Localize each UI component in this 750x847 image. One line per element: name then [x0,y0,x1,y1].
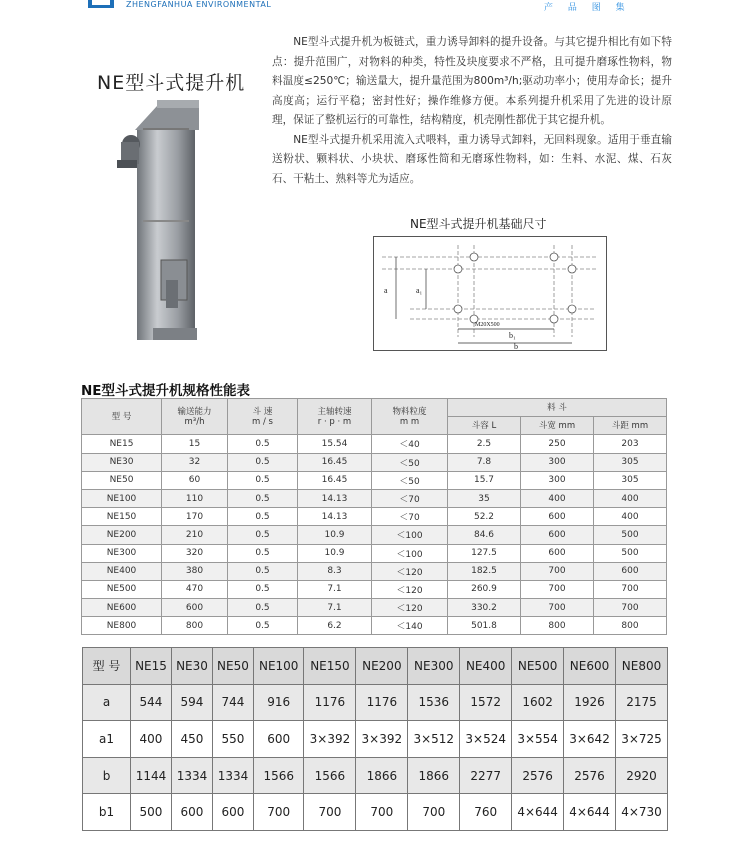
table-cell: 744 [212,684,253,721]
spec-table [81,398,667,635]
table-cell: 14.13 [298,489,372,507]
bolt-hole [470,253,478,261]
bolt-hole [550,315,558,323]
row-label: b [83,757,131,794]
table-cell: 0.5 [228,562,298,580]
col-bucket-pitch: 斗距 mm [594,417,667,435]
table-cell: 0.5 [228,489,298,507]
table-cell: 600 [212,794,253,831]
table-cell: 15 [162,435,228,453]
table-row [82,617,667,635]
table-cell: 501.8 [448,617,521,635]
col-bucket-width: 斗宽 mm [521,417,594,435]
table-cell: 1926 [564,684,616,721]
table-cell: 1566 [304,757,356,794]
logo-icon [88,0,114,8]
table-cell: 550 [212,721,253,758]
col-granularity: 物料粒度 m m [372,399,448,435]
table-cell: 0.5 [228,471,298,489]
table-cell: 700 [594,580,667,598]
table-row [82,489,667,507]
table-row [83,794,668,831]
table-cell: 330.2 [448,599,521,617]
table-row [82,526,667,544]
table-cell: 2.5 [448,435,521,453]
col-model: 型 号 [82,399,162,435]
table-cell: 300 [521,471,594,489]
table-cell: 0.5 [228,453,298,471]
table-cell: 600 [521,544,594,562]
table-cell: 60 [162,471,228,489]
table-row [83,757,668,794]
row-header: 型 号 [83,648,131,685]
table-row [82,562,667,580]
bolt-spec: M20X500 [475,322,500,328]
table-cell: 250 [521,435,594,453]
table-cell: 1334 [212,757,253,794]
table-row [82,471,667,489]
table-cell: 2576 [512,757,564,794]
table-cell: 1536 [408,684,460,721]
table-cell: 305 [594,471,667,489]
model-header: NE30 [171,648,212,685]
table-cell: 600 [171,794,212,831]
table-cell: 2277 [460,757,512,794]
table-cell: ＜100 [372,544,448,562]
table-cell: 700 [594,599,667,617]
table-cell: 700 [356,794,408,831]
table-cell: 4×730 [616,794,668,831]
table-cell: 2175 [616,684,668,721]
table-cell: NE50 [82,471,162,489]
table-cell: 3×392 [356,721,408,758]
table-cell: 1866 [408,757,460,794]
table-cell: 700 [521,580,594,598]
table-cell: 700 [408,794,460,831]
bolt-hole [568,305,576,313]
table-cell: 1176 [304,684,356,721]
table-cell: 0.5 [228,508,298,526]
table-cell: ＜100 [372,526,448,544]
table-cell: 400 [594,489,667,507]
spec-table-title: NE型斗式提升机规格性能表 [81,383,251,399]
table-cell: 3×642 [564,721,616,758]
table-cell: ＜120 [372,562,448,580]
bucket-elevator-image [117,100,217,340]
table-cell: 3×554 [512,721,564,758]
table-row [83,684,668,721]
model-header: NE150 [304,648,356,685]
table-cell: 0.5 [228,617,298,635]
description-paragraph: NE型斗式提升机为板链式，重力诱导卸料的提升设备。与其它提升相比有如下特点：提升范围广，对物料的种类，特性及块度要求不严格，且可提升磨琢性物料，物料温度≤250℃；输送量大，提升量范围为800m³/h;驱动功率小；使用寿命长；提升高度高；运行平稳；密封性好；操作维修方便。本系列提升机采用了先进的设计原理，保证了整机运行的可靠性，结构精度，机壳刚性都优于其它提升机。 [272,36,672,126]
product-title: NE型斗式提升机 [97,72,246,94]
table-cell: 110 [162,489,228,507]
table-cell: 600 [521,508,594,526]
table-cell: 260.9 [448,580,521,598]
table-cell: 916 [253,684,304,721]
table-cell: 500 [594,544,667,562]
model-header: NE15 [131,648,172,685]
table-cell: 305 [594,453,667,471]
table-cell: 400 [521,489,594,507]
table-cell: 2920 [616,757,668,794]
col-capacity: 输送能力 m³/h [162,399,228,435]
table-cell: 0.5 [228,580,298,598]
table-cell: NE800 [82,617,162,635]
col-bucket: 料 斗 [448,399,667,417]
table-cell: ＜70 [372,489,448,507]
table-cell: 0.5 [228,544,298,562]
table-cell: ＜140 [372,617,448,635]
table-cell: 594 [171,684,212,721]
bolt-hole [550,253,558,261]
model-header: NE50 [212,648,253,685]
table-cell: 500 [131,794,172,831]
table-cell: 1144 [131,757,172,794]
table-cell: NE15 [82,435,162,453]
table-cell: 800 [521,617,594,635]
table-cell: 203 [594,435,667,453]
table-cell: 4×644 [564,794,616,831]
table-cell: 2576 [564,757,616,794]
table-cell: 600 [594,562,667,580]
table-cell: 35 [448,489,521,507]
table-row [82,508,667,526]
table-cell: 450 [171,721,212,758]
table-cell: 10.9 [298,544,372,562]
table-cell: 400 [594,508,667,526]
table-cell: 170 [162,508,228,526]
table-cell: 6.2 [298,617,372,635]
table-cell: NE150 [82,508,162,526]
model-header: NE200 [356,648,408,685]
model-header: NE400 [460,648,512,685]
table-row [82,435,667,453]
table-cell: 3×725 [616,721,668,758]
table-cell: 300 [521,453,594,471]
table-cell: 1572 [460,684,512,721]
table-cell: 7.8 [448,453,521,471]
table-cell: 600 [253,721,304,758]
table-cell: 32 [162,453,228,471]
table-row [83,721,668,758]
table-cell: 600 [521,526,594,544]
table-cell: 1334 [171,757,212,794]
table-row [82,544,667,562]
table-cell: 16.45 [298,471,372,489]
table-cell: ＜50 [372,471,448,489]
table-cell: ＜50 [372,453,448,471]
table-cell: 1176 [356,684,408,721]
row-label: b1 [83,794,131,831]
table-cell: 3×392 [304,721,356,758]
table-cell: 700 [521,599,594,617]
label-a: a [384,286,388,295]
table-cell: NE100 [82,489,162,507]
table-cell: 800 [594,617,667,635]
table-cell: 700 [521,562,594,580]
table-cell: 3×524 [460,721,512,758]
dimension-table [82,647,668,831]
table-cell: 500 [594,526,667,544]
table-cell: NE400 [82,562,162,580]
table-cell: 52.2 [448,508,521,526]
col-shaft: 主轴转速 r · p · m [298,399,372,435]
col-speed: 斗 速 m / s [228,399,298,435]
table-cell: 3×512 [408,721,460,758]
table-cell: 470 [162,580,228,598]
table-header-row [83,648,668,685]
model-header: NE600 [564,648,616,685]
description-paragraph: NE型斗式提升机采用流入式喂料，重力诱导式卸料，无回料现象。适用于垂直输送粉状、颗料状、小块状、磨琢性简和无磨琢性物料，如：生料、水泥、煤、石灰石、干粘土、熟料等尤为适应。 [272,133,672,185]
label-b1: b₁ [509,331,516,340]
table-cell: 210 [162,526,228,544]
table-cell: 15.7 [448,471,521,489]
col-bucket-volume: 斗容 L [448,417,521,435]
label-b: b [514,342,518,350]
table-cell: 0.5 [228,599,298,617]
table-cell: 15.54 [298,435,372,453]
table-cell: 16.45 [298,453,372,471]
table-cell: 8.3 [298,562,372,580]
table-cell: 84.6 [448,526,521,544]
table-cell: 4×644 [512,794,564,831]
section-label: 产 品 图 集 [544,3,631,13]
table-cell: 320 [162,544,228,562]
table-cell: 7.1 [298,580,372,598]
row-label: a [83,684,131,721]
foundation-title: NE型斗式提升机基础尺寸 [410,217,547,231]
table-cell: 600 [162,599,228,617]
table-cell: 400 [131,721,172,758]
table-cell: 700 [304,794,356,831]
table-row [82,599,667,617]
foundation-diagram [373,236,607,351]
table-cell: 1566 [253,757,304,794]
table-cell: ＜120 [372,599,448,617]
table-cell: 544 [131,684,172,721]
bolt-hole [568,265,576,273]
table-cell: 127.5 [448,544,521,562]
bolt-hole [454,305,462,313]
table-cell: ＜120 [372,580,448,598]
product-description [272,33,672,189]
table-row [82,580,667,598]
table-cell: 0.5 [228,435,298,453]
table-cell: ＜40 [372,435,448,453]
table-cell: 10.9 [298,526,372,544]
model-header: NE300 [408,648,460,685]
row-label: a1 [83,721,131,758]
foundation-drawing [374,237,606,350]
label-a1: a₁ [416,286,423,295]
table-row [82,453,667,471]
table-cell: NE30 [82,453,162,471]
model-header: NE100 [253,648,304,685]
table-cell: 380 [162,562,228,580]
table-cell: 14.13 [298,508,372,526]
model-header: NE800 [616,648,668,685]
table-cell: 0.5 [228,526,298,544]
table-cell: 700 [253,794,304,831]
table-cell: 182.5 [448,562,521,580]
table-cell: 800 [162,617,228,635]
bolt-hole [454,265,462,273]
table-cell: 7.1 [298,599,372,617]
table-cell: NE600 [82,599,162,617]
table-cell: 1866 [356,757,408,794]
company-name: ZHENGFANHUA ENVIRONMENTAL [126,0,272,9]
table-cell: 760 [460,794,512,831]
model-header: NE500 [512,648,564,685]
table-cell: NE200 [82,526,162,544]
table-cell: NE500 [82,580,162,598]
table-cell: 1602 [512,684,564,721]
page-header [0,0,750,12]
table-cell: NE300 [82,544,162,562]
table-cell: ＜70 [372,508,448,526]
